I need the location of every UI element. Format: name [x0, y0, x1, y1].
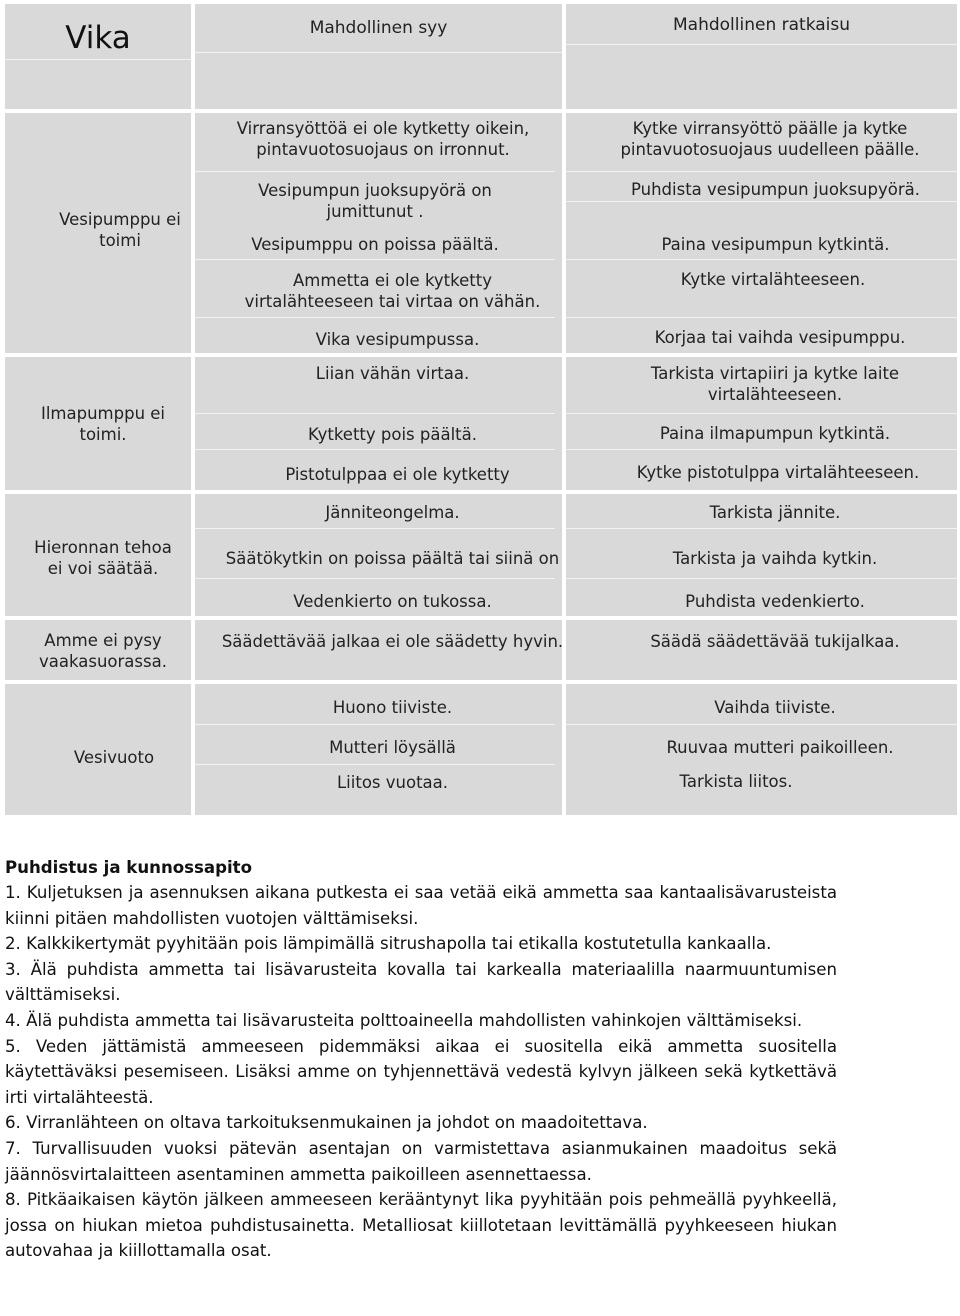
solution-text: Kytke pistotulppa virtalähteeseen. — [636, 463, 920, 482]
solution-text: Puhdista vedenkierto. — [685, 592, 865, 611]
maintenance-heading: Puhdistus ja kunnossapito — [5, 858, 253, 877]
solution-text: Kytke virtalähteeseen. — [680, 270, 866, 289]
fault-label: Ilmapumppu ei toimi. — [40, 404, 166, 444]
cause-text: Liian vähän virtaa. — [315, 364, 470, 383]
solution-text: Säädä säädettävää tukijalkaa. — [650, 632, 900, 651]
solution-cell — [566, 494, 957, 616]
fault-cell — [5, 620, 191, 680]
cause-text: Virransyöttöä ei ole kytketty oikein, pintavuotosuojaus on irronnut. — [236, 119, 530, 159]
cause-text: Huono tiiviste. — [332, 698, 453, 717]
solution-cell — [566, 357, 957, 490]
maintenance-item: 5. Veden jättämistä ammeeseen pidemmäksi aikaa ei suositella eikä ammetta suositella käytettäväksi pesemiseen. Lisäksi amme on tyhjennettävä vedestä kylvyn jälkeen sekä kytkettävä irti virtalähteestä. — [5, 1036, 837, 1107]
cause-text: Jänniteongelma. — [325, 503, 460, 522]
cause-text: Kytketty pois päältä. — [307, 425, 478, 444]
cause-text: Säädettävää jalkaa ei ole säädetty hyvin. — [221, 632, 564, 651]
solution-text: Ruuvaa mutteri paikoilleen. — [666, 738, 894, 757]
solution-text: Vaihda tiiviste. — [714, 698, 836, 717]
header-solution: Mahdollinen ratkaisu — [672, 15, 851, 35]
solution-text: Tarkista jännite. — [709, 503, 841, 522]
solution-text: Paina vesipumpun kytkintä. — [661, 235, 890, 254]
cause-text: Vedenkierto on tukossa. — [293, 592, 492, 611]
fault-cell — [5, 494, 191, 616]
cause-cell — [195, 620, 562, 680]
solution-text: Paina ilmapumpun kytkintä. — [659, 424, 891, 443]
cause-text: Ammetta ei ole kytketty virtalähteeseen tai virtaa on vähän. — [244, 271, 541, 311]
cause-cell — [195, 357, 562, 490]
solution-text: Tarkista virtapiiri ja kytke laite virtalähteeseen. — [650, 364, 900, 404]
cause-cell — [195, 494, 562, 616]
solution-cell — [566, 620, 957, 680]
maintenance-item: 1. Kuljetuksen ja asennuksen aikana putkesta ei saa vetää eikä ammetta saa kantaalisävarusteista kiinni pitäen mahdollisten vuotojen välttämiseksi. — [5, 883, 837, 928]
maintenance-item: 2. Kalkkikertymät pyyhitään pois lämpimällä sitrushapolla tai etikalla kostutetulla kankaalla. — [5, 934, 772, 954]
header-cause-cell — [195, 4, 562, 109]
solution-cell — [566, 684, 957, 815]
maintenance-item: 4. Älä puhdista ammetta tai lisävarusteita polttoaineella mahdollisten vahinkojen välttämiseksi. — [5, 1010, 803, 1030]
solution-cell — [566, 113, 957, 353]
fault-label: Hieronnan tehoa ei voi säätää. — [34, 538, 172, 578]
cause-text: Vika vesipumpussa. — [315, 330, 480, 349]
solution-text: Puhdista vesipumpun juoksupyörä. — [630, 180, 920, 199]
maintenance-item: 3. Älä puhdista ammetta tai lisävarusteita kovalla tai karkealla materiaalilla naarmuuntumisen välttämiseksi. — [5, 959, 837, 1005]
fault-cell — [5, 357, 191, 490]
maintenance-item: 7. Turvallisuuden vuoksi pätevän asentajan on varmistettava asianmukainen maadoitus sekä jäännösvirtalaitteen asentaminen ammetta paikoilleen asennettaessa. — [5, 1138, 837, 1184]
solution-text: Tarkista liitos. — [679, 772, 793, 791]
cause-text: Liitos vuotaa. — [336, 773, 449, 792]
cause-text: Mutteri löysällä — [329, 738, 456, 757]
fault-label: Vesipumppu ei toimi — [59, 210, 181, 250]
header-cause: Mahdollinen syy — [309, 18, 448, 38]
fault-cell — [5, 113, 191, 353]
maintenance-item: 6. Virranlähteen on oltava tarkoituksenmukainen ja johdot on maadoitettava. — [5, 1113, 648, 1133]
cause-cell — [195, 684, 562, 815]
solution-text: Tarkista ja vaihda kytkin. — [672, 549, 878, 568]
header-fault: Vika — [65, 20, 131, 56]
fault-label: Amme ei pysy vaakasuorassa. — [39, 631, 167, 671]
header-solution-cell — [566, 4, 957, 109]
maintenance-item: 8. Pitkäaikaisen käytön jälkeen ammeeseen kerääntynyt lika pyyhitään pois pehmeällä pyyhkeellä, jossa on hiukan mietoa puhdistusainetta. Metalliosat kiillotetaan levittämällä pyyhkeeseen hiukan autovahaa ja kiillottamalla osat. — [5, 1190, 837, 1261]
cause-text: Vesipumpun juoksupyörä on jumittunut . — [258, 181, 492, 221]
fault-label: Vesivuoto — [73, 748, 155, 767]
cause-text: Säätökytkin on poissa päältä tai siinä on — [225, 549, 560, 568]
header-fault-cell — [5, 4, 191, 109]
cause-text: Vesipumppu on poissa päältä. — [251, 235, 499, 254]
cause-cell — [195, 113, 562, 353]
troubleshooting-table — [5, 4, 957, 815]
cause-text: Pistotulppaa ei ole kytketty — [285, 465, 510, 484]
solution-text: Korjaa tai vaihda vesipumppu. — [654, 328, 906, 347]
maintenance-section — [5, 855, 837, 1264]
fault-cell — [5, 684, 191, 815]
solution-text: Kytke virransyöttö päälle ja kytke pintavuotosuojaus uudelleen päälle. — [620, 119, 920, 159]
